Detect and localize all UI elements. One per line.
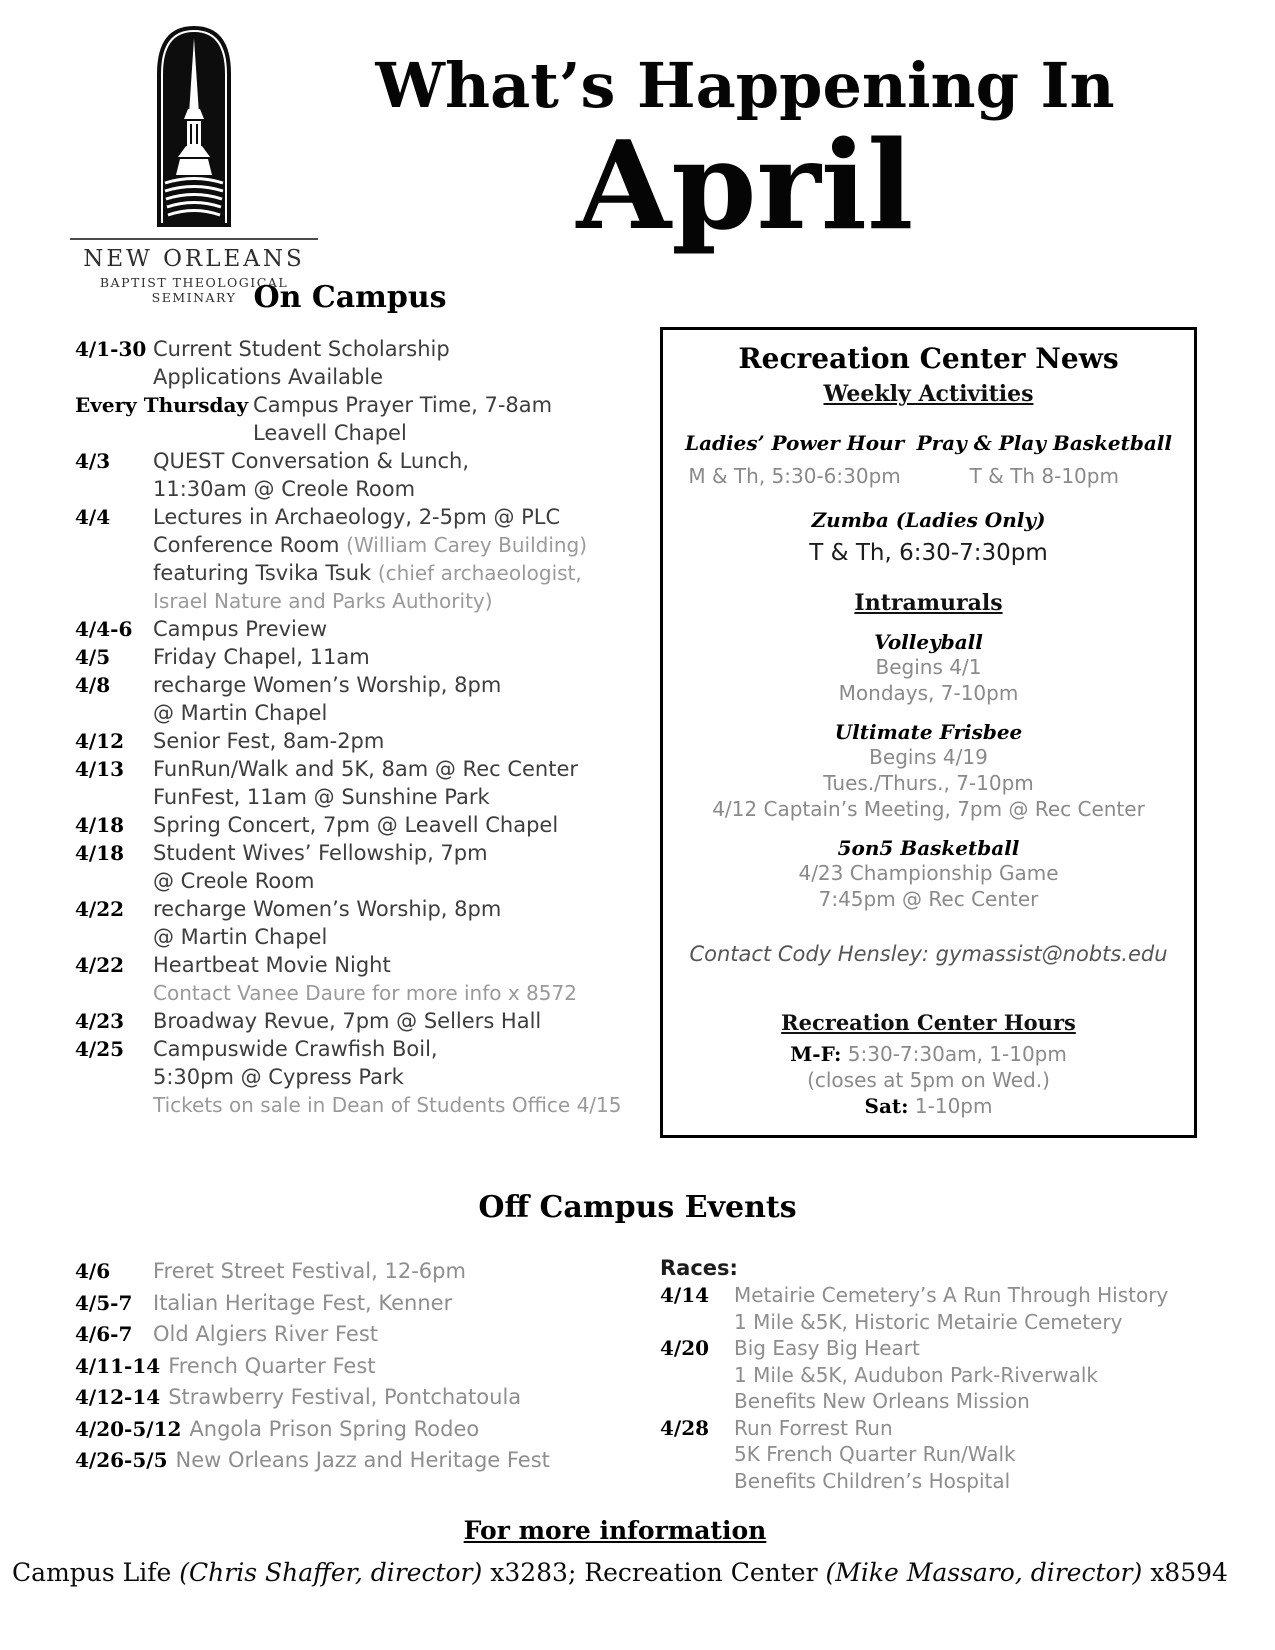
event-line: [153, 475, 625, 503]
event-text: Conference Room: [153, 533, 347, 557]
weekly-activities-columns: [663, 431, 1194, 488]
on-campus-event: [75, 727, 625, 755]
festival-text: New Orleans Jazz and Heritage Fest: [175, 1448, 550, 1472]
race-detail: 5K French Quarter Run/Walk: [734, 1442, 1016, 1466]
event-line: [153, 615, 625, 643]
festival-date: 4/11-14: [75, 1353, 161, 1378]
org-subname: BAPTIST THEOLOGICAL SEMINARY: [99, 275, 289, 305]
festival-date: 4/20-5/12: [75, 1416, 182, 1441]
footer-heading: For more information: [463, 1516, 767, 1545]
event-text: Campus Prayer Time, 7-8am: [253, 393, 553, 417]
org-name: NEW ORLEANS: [83, 246, 305, 272]
hours-time: 5:30-7:30am, 1-10pm: [841, 1042, 1067, 1066]
race-lines: [734, 1335, 1205, 1415]
weekly-activity-title: Ladies’ Power Hour: [685, 431, 905, 455]
event-date: 4/1-30: [75, 337, 147, 361]
event-text: @ Creole Room: [153, 869, 315, 893]
festival-event: [75, 1414, 640, 1446]
event-lines: [153, 951, 625, 1007]
on-campus-event: [75, 839, 625, 895]
rec-hours-heading: Recreation Center Hours: [781, 1010, 1076, 1035]
hours-day-label: M-F:: [790, 1042, 842, 1066]
event-lines: [153, 643, 625, 671]
page-title: What’s Happening In: [375, 49, 1115, 122]
off-campus-festival-list: [75, 1256, 640, 1477]
race-lines: [734, 1415, 1205, 1495]
on-campus-section: [75, 280, 625, 1119]
on-campus-event: [75, 503, 625, 615]
seminary-steeple-logo: [154, 22, 234, 230]
on-campus-event: [75, 615, 625, 643]
festival-event: [75, 1445, 640, 1477]
on-campus-heading: On Campus: [253, 280, 447, 315]
event-line: [153, 1007, 625, 1035]
rec-hours-lines: [663, 1041, 1194, 1119]
race-date: 4/20: [660, 1336, 710, 1360]
event-lines: [153, 335, 625, 391]
event-line: [153, 559, 625, 587]
event-date: 4/5: [75, 645, 111, 669]
festival-text: Strawberry Festival, Pontchatoula: [168, 1385, 522, 1409]
festival-event: [75, 1256, 640, 1288]
event-date: 4/22: [75, 953, 125, 977]
festival-text: Angola Prison Spring Rodeo: [189, 1416, 480, 1441]
sport-lines: [663, 744, 1194, 822]
event-lines: [153, 839, 625, 895]
hours-day-label: Sat:: [864, 1094, 909, 1118]
weekly-activity: [685, 431, 904, 488]
page-title-block: [335, 49, 1155, 258]
race-lines: [734, 1282, 1205, 1335]
event-date: 4/4-6: [75, 617, 133, 641]
event-line: [153, 699, 625, 727]
event-line: [153, 503, 625, 531]
race-detail: 1 Mile &5K, Historic Metairie Cemetery: [734, 1309, 1123, 1334]
event-line: [153, 447, 625, 475]
sport-detail: 4/12 Captain’s Meeting, 7pm @ Rec Center: [712, 797, 1145, 821]
festival-date: 4/6: [75, 1259, 111, 1283]
race-detail: Big Easy Big Heart: [734, 1336, 920, 1360]
event-line: [153, 587, 625, 615]
race-detail: Benefits New Orleans Mission: [734, 1389, 1030, 1413]
zumba-title: Zumba (Ladies Only): [811, 508, 1046, 532]
intramural-sport: [663, 836, 1194, 912]
event-text: Broadway Revue, 7pm @ Sellers Hall: [153, 1009, 542, 1033]
footer-text: x3283; Recreation Center: [490, 1558, 826, 1587]
festival-date: 4/26-5/5: [75, 1448, 168, 1472]
event-lines: [253, 391, 625, 447]
event-date: 4/18: [75, 841, 125, 865]
event-lines: [153, 447, 625, 503]
event-lines: [153, 895, 625, 951]
race-event: [660, 1335, 1205, 1415]
rec-hours-line: [663, 1041, 1194, 1067]
event-text: Applications Available: [153, 365, 384, 389]
hours-time: 1-10pm: [908, 1094, 993, 1118]
intramurals-sports: [663, 630, 1194, 912]
event-line: [153, 727, 625, 755]
event-text: recharge Women’s Worship, 8pm: [153, 897, 502, 921]
festival-event: [75, 1319, 640, 1351]
event-text: @ Martin Chapel: [153, 701, 328, 725]
event-line: [153, 1063, 625, 1091]
on-campus-event: [75, 755, 625, 811]
event-date: 4/3: [75, 449, 111, 473]
sport-lines: [663, 860, 1194, 912]
on-campus-event-list: [75, 335, 625, 1119]
event-text: Campuswide Crawfish Boil,: [153, 1037, 438, 1061]
event-text: Current Student Scholarship: [153, 337, 450, 361]
event-note: (William Carey Building): [346, 533, 588, 557]
footer-contact-part: [826, 1558, 1143, 1587]
event-line: [153, 839, 625, 867]
sport-lines: [663, 654, 1194, 706]
on-campus-event: [75, 335, 625, 391]
festival-date: 4/6-7: [75, 1322, 133, 1346]
rec-center-heading: Recreation Center News: [738, 342, 1119, 375]
footer-contact-part: [12, 1558, 179, 1587]
weekly-activity-time: T & Th 8-10pm: [969, 464, 1119, 488]
festival-event: [75, 1382, 640, 1414]
sport-detail: 7:45pm @ Rec Center: [818, 887, 1039, 911]
rec-hours-line: [663, 1093, 1194, 1119]
festival-date: 4/12-14: [75, 1385, 161, 1409]
event-note: Israel Nature and Parks Authority): [153, 589, 493, 613]
recreation-center-box: [660, 327, 1197, 1138]
event-date: 4/13: [75, 757, 125, 781]
intramural-sport: [663, 630, 1194, 706]
festival-text: Italian Heritage Fest, Kenner: [153, 1290, 453, 1315]
event-line: [153, 531, 625, 559]
sport-title: Volleyball: [874, 630, 983, 654]
event-text: @ Martin Chapel: [153, 925, 328, 949]
event-date: 4/25: [75, 1037, 125, 1061]
on-campus-event: [75, 811, 625, 839]
zumba-time: T & Th, 6:30-7:30pm: [809, 540, 1048, 566]
event-line: [153, 867, 625, 895]
rec-hours-line: [663, 1067, 1194, 1093]
sport-detail: Mondays, 7-10pm: [838, 681, 1019, 705]
footer-contact-part: [179, 1558, 482, 1587]
sport-detail: Begins 4/19: [869, 745, 988, 769]
event-line: [153, 811, 625, 839]
festival-event: [75, 1351, 640, 1383]
event-text: Senior Fest, 8am-2pm: [153, 729, 385, 753]
races-label: Races:: [660, 1256, 738, 1280]
event-line: [153, 783, 625, 811]
sport-title: Ultimate Frisbee: [834, 720, 1023, 744]
rec-contact: Contact Cody Hensley: gymassist@nobts.edu: [689, 942, 1168, 966]
footer-contact-part: [490, 1558, 825, 1587]
event-date: 4/22: [75, 897, 125, 921]
on-campus-event: [75, 643, 625, 671]
event-text: Leavell Chapel: [253, 421, 407, 445]
event-text: FunRun/Walk and 5K, 8am @ Rec Center: [153, 757, 579, 781]
event-line: [153, 979, 625, 1007]
races-list: [660, 1282, 1205, 1494]
festival-event: [75, 1288, 640, 1320]
intramurals-heading: Intramurals: [854, 590, 1003, 616]
event-line: [253, 391, 625, 419]
event-text: 5:30pm @ Cypress Park: [153, 1065, 404, 1089]
festival-text: French Quarter Fest: [168, 1353, 376, 1378]
event-line: [153, 1035, 625, 1063]
race-detail: Metairie Cemetery’s A Run Through History: [734, 1283, 1169, 1307]
event-date: 4/8: [75, 673, 111, 697]
festival-date: 4/5-7: [75, 1290, 133, 1315]
event-lines: [153, 1035, 625, 1119]
event-text: Campus Preview: [153, 617, 327, 641]
hours-time: (closes at 5pm on Wed.): [807, 1068, 1050, 1092]
event-text: FunFest, 11am @ Sunshine Park: [153, 785, 490, 809]
race-detail: Run Forrest Run: [734, 1415, 893, 1440]
seminary-logo-block: [70, 22, 318, 305]
event-line: [153, 895, 625, 923]
festival-text: Old Algiers River Fest: [153, 1322, 379, 1346]
on-campus-event: [75, 671, 625, 727]
page-title-month: April: [576, 113, 914, 258]
logo-divider: [70, 238, 318, 240]
on-campus-event: [75, 1007, 625, 1035]
event-lines: [153, 1007, 625, 1035]
event-text: Heartbeat Movie Night: [153, 953, 391, 977]
event-line: [153, 1091, 625, 1119]
event-text: 11:30am @ Creole Room: [153, 477, 416, 501]
on-campus-event: [75, 447, 625, 503]
event-text: featuring Tsvika Tsuk: [153, 561, 378, 585]
intramural-sport: [663, 720, 1194, 822]
footer-director-name: (Chris Shaffer, director): [179, 1558, 483, 1587]
footer-text: Campus Life: [12, 1558, 180, 1587]
on-campus-event: [75, 1035, 625, 1119]
event-note: (chief archaeologist,: [377, 561, 582, 585]
sport-detail: Tues./Thurs., 7-10pm: [823, 771, 1034, 795]
event-line: [153, 951, 625, 979]
event-line: [153, 755, 625, 783]
weekly-activity-title: Pray & Play Basketball: [916, 431, 1172, 455]
event-date: 4/4: [75, 505, 111, 529]
festival-text: Freret Street Festival, 12-6pm: [153, 1259, 466, 1283]
race-detail: 1 Mile &5K, Audubon Park-Riverwalk: [734, 1362, 1098, 1387]
race-detail: Benefits Children’s Hospital: [734, 1468, 1011, 1493]
race-event: [660, 1282, 1205, 1335]
on-campus-event: [75, 895, 625, 951]
on-campus-event: [75, 391, 625, 447]
event-text: Student Wives’ Fellowship, 7pm: [153, 841, 488, 865]
weekly-activities-heading: Weekly Activities: [823, 381, 1034, 407]
race-date: 4/14: [660, 1283, 710, 1307]
event-text: Friday Chapel, 11am: [153, 645, 370, 669]
event-text: Lectures in Archaeology, 2-5pm @ PLC: [153, 505, 561, 529]
event-lines: [153, 811, 625, 839]
weekly-activity: [917, 431, 1172, 488]
footer-contact-part: [1150, 1558, 1228, 1587]
event-line: [153, 643, 625, 671]
event-date: Every Thursday: [75, 393, 249, 417]
event-lines: [153, 671, 625, 727]
race-date: 4/28: [660, 1415, 710, 1440]
off-campus-heading: Off Campus Events: [478, 1190, 797, 1225]
on-campus-event: [75, 951, 625, 1007]
event-line: [153, 335, 625, 363]
sport-title: 5on5 Basketball: [837, 836, 1020, 860]
event-line: [153, 671, 625, 699]
event-lines: [153, 615, 625, 643]
event-line: [153, 923, 625, 951]
sport-detail: 4/23 Championship Game: [798, 861, 1059, 885]
event-lines: [153, 503, 625, 615]
event-text: recharge Women’s Worship, 8pm: [153, 673, 502, 697]
event-text: Spring Concert, 7pm @ Leavell Chapel: [153, 813, 559, 837]
races-section: [660, 1254, 1205, 1494]
footer-director-name: (Mike Massaro, director): [825, 1558, 1143, 1587]
event-note: Tickets on sale in Dean of Students Office 4/15: [153, 1093, 622, 1117]
event-lines: [153, 727, 625, 755]
weekly-activity-time: M & Th, 5:30-6:30pm: [688, 464, 901, 488]
event-date: 4/23: [75, 1009, 125, 1033]
event-lines: [153, 755, 625, 811]
event-text: QUEST Conversation & Lunch,: [153, 449, 470, 473]
event-note: Contact Vanee Daure for more info x 8572: [153, 981, 577, 1005]
footer-text: x8594: [1150, 1558, 1228, 1587]
footer-contacts: [0, 1558, 1240, 1587]
race-event: [660, 1415, 1205, 1495]
event-date: 4/18: [75, 813, 125, 837]
event-line: [153, 363, 625, 391]
event-date: 4/12: [75, 729, 125, 753]
event-line: [253, 419, 625, 447]
sport-detail: Begins 4/1: [875, 655, 982, 679]
